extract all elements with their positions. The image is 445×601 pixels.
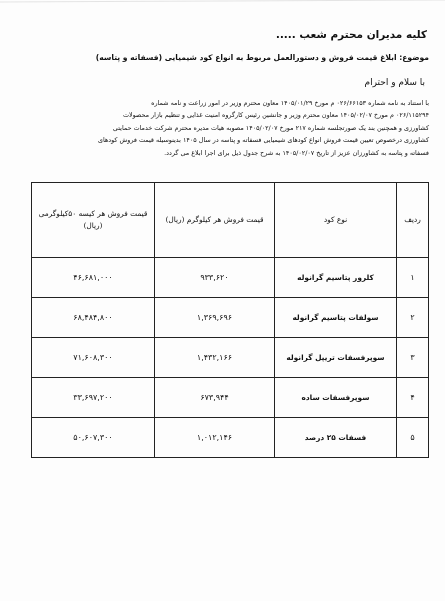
price-per-bag: ۷۱,۶۰۸,۳۰۰ xyxy=(32,338,155,378)
header-price-per-kg: قیمت فروش هر کیلوگرم (ریال) xyxy=(155,183,275,258)
letter-subject: موضوع: ابلاغ قیمت فروش و دستورالعمل مربوط به انواع کود شیمیایی (فسفاته و پتاسه) xyxy=(95,53,429,62)
table-row xyxy=(32,418,429,458)
table-row xyxy=(32,338,429,378)
body-line: کشاورزی درخصوص تعیین قیمت فروش انواع کودهای شیمیایی فسفاته و پتاسه در سال ۱۴۰۵ بدینوسیله قیمت فروش کودهای xyxy=(97,136,429,145)
price-per-kg: ۱,۴۳۲,۱۶۶ xyxy=(155,338,275,378)
header-price-per-bag: قیمت فروش هر کیسه ۵۰کیلوگرمی (ریال) xyxy=(32,183,155,258)
price-per-kg: ۱,۳۶۹,۶۹۶ xyxy=(155,298,275,338)
fertilizer-name: کلرور پتاسیم گرانوله xyxy=(275,258,397,298)
letter-body xyxy=(10,97,433,159)
letter-heading: کلیه مدیران محترم شعب ..... xyxy=(275,29,427,41)
table-row xyxy=(32,298,429,338)
price-per-kg: ۹۳۳,۶۲۰ xyxy=(155,258,275,298)
row-number: ۳ xyxy=(397,338,429,378)
fertilizer-name: سوپرفسفات ساده xyxy=(275,378,397,418)
fertilizer-name: سولفات پتاسیم گرانوله xyxy=(275,298,397,338)
price-per-bag: ۶۸,۴۸۴,۸۰۰ xyxy=(32,298,155,338)
price-per-bag: ۵۰,۶۰۷,۳۰۰ xyxy=(32,418,155,458)
price-table xyxy=(31,182,429,458)
fertilizer-name: سوپرفسفات تریپل گرانوله xyxy=(275,338,397,378)
body-line: ۰۲۶/۱۱۵۲۹۴ م مورخ ۱۴۰۵/۰۲/۰۷ معاون محترم وزیر و جانشین رئیس کارگروه امنیت غذایی و تنظیم بازار محصولات xyxy=(122,111,429,120)
price-per-bag: ۳۳,۶۹۷,۲۰۰ xyxy=(32,378,155,418)
fertilizer-name: فسفات ۲۵ درصد xyxy=(275,418,397,458)
row-number: ۵ xyxy=(397,418,429,458)
price-per-kg: ۶۷۳,۹۴۴ xyxy=(155,378,275,418)
row-number: ۴ xyxy=(397,378,429,418)
table-header-row xyxy=(32,183,429,258)
table-row xyxy=(32,258,429,298)
header-row-no: ردیف xyxy=(397,183,429,258)
price-per-kg: ۱,۰۱۲,۱۴۶ xyxy=(155,418,275,458)
body-line: کشاورزی و همچنین بند یک صورتجلسه شماره ۲۱۷ مورخ ۱۴۰۵/۰۲/۰۷ مصوبه هیات مدیره محترم شرکت خدمات حمایتی xyxy=(112,123,429,132)
letter-greeting: با سلام و احترام xyxy=(364,78,425,88)
header-fertilizer-type: نوع کود xyxy=(275,183,397,258)
table-row xyxy=(32,378,429,418)
row-number: ۲ xyxy=(397,298,429,338)
body-line: فسفاته و پتاسه به کشاورزان عزیز از تاریخ ۱۴۰۵/۰۲/۰۷ به شرح جدول ذیل برای اجرا ابلاغ می گردد. xyxy=(164,148,429,157)
row-number: ۱ xyxy=(397,258,429,298)
price-per-bag: ۴۶,۶۸۱,۰۰۰ xyxy=(32,258,155,298)
body-line: با استناد به نامه شماره ۰۲۶/۶۶۱۵۳ م مورخ ۱۴۰۵/۰۱/۲۹ معاون محترم وزیر در امور زراعت و نامه شماره xyxy=(151,99,429,107)
